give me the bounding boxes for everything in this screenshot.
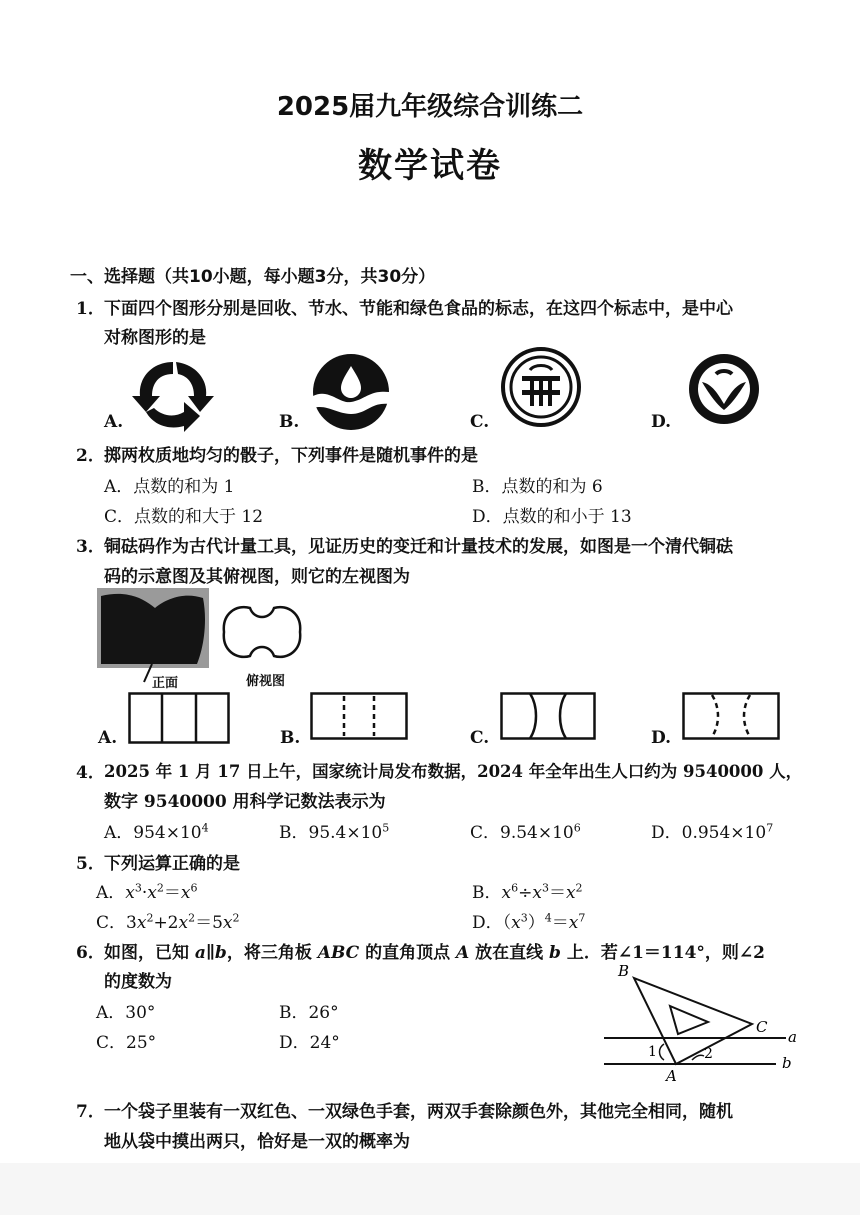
q3-option-c-label: C. [470,728,490,748]
q7-text-line2: 地从袋中摸出两只，恰好是一双的概率为 [104,1132,410,1152]
section-heading: 一、选择题（共10小题，每小题3分，共30分） [70,267,436,287]
figure-label-line-b: b [782,1054,792,1072]
q6-option-c: C．25° [96,1033,157,1053]
q2-option-d: D．点数的和小于 13 [472,507,632,527]
q1-text-line2: 对称图形的是 [104,328,206,348]
q2-option-a: A．点数的和为 1 [104,477,235,497]
q5-option-d: D．$(x^3)^4=x^7$ [472,911,586,933]
q3-text-line1: 铜砝码作为古代计量工具，见证历史的变迁和计量技术的发展，如图是一个清代铜砝 [104,537,733,557]
q2-text: 掷两枚质地均匀的骰子，下列事件是随机事件的是 [104,446,478,466]
q1-option-c-label: C. [470,412,490,432]
q4-option-a: A．$954\times 10^4$ [104,821,209,843]
q4-text-line1: 2025 年 1 月 17 日上午，国家统计局发布数据，2024 年全年出生人口约为 9540000 人， [104,762,803,781]
q5-option-a: A．$x^3\cdot x^2=x^6$ [96,881,198,903]
q3-option-a-figure [128,692,230,744]
q3-text-line2: 码的示意图及其俯视图，则它的左视图为 [104,567,410,587]
triangle-parallel-lines-figure [596,962,806,1084]
q1-number: 1． [76,299,105,319]
green-food-icon [686,352,762,426]
q7-number: 7． [76,1102,105,1122]
q6-option-d: D．24° [279,1033,340,1053]
q4-option-c: C．$9.54\times 10^6$ [470,821,581,843]
exam-subject: 数学试卷 [358,146,502,186]
bronze-weight-photo [97,588,209,668]
q5-number: 5． [76,854,105,874]
figure-label-b-vertex: B [618,962,630,980]
water-saving-icon [309,352,393,432]
q6-text-line1: 如图，已知 a∥b，将三角板 ABC 的直角顶点 A 放在直线 b 上．若∠1＝114°，则∠2 [104,943,765,963]
figure-label-a-vertex: A [666,1067,677,1084]
figure-label-c-vertex: C [756,1018,768,1036]
q2-number: 2． [76,446,105,466]
q1-option-a-label: A. [104,412,124,432]
recycle-icon [130,356,216,432]
q5-text: 下列运算正确的是 [104,854,240,874]
figure-label-line-a: a [788,1028,797,1046]
q3-number: 3． [76,537,105,557]
energy-saving-icon [500,346,582,428]
q7-text-line1: 一个袋子里装有一双红色、一双绿色手套，两双手套除颜色外，其他完全相同，随机 [104,1102,733,1122]
page-bottom-margin [0,1163,860,1215]
figure-label-angle-1: 1 [648,1044,657,1060]
q3-option-d-figure [682,692,780,740]
q6-text-line2: 的度数为 [104,972,172,992]
q4-option-d: D．$0.954\times 10^7$ [651,821,774,843]
q4-text-line2: 数字 9540000 用科学记数法表示为 [104,792,386,812]
q3-option-b-label: B. [280,728,301,748]
q6-number: 6． [76,943,105,963]
q4-number: 4． [76,763,105,783]
exam-title: 2025届九年级综合训练二 [276,92,584,122]
q6-option-a: A．30° [96,1003,156,1023]
q4-option-b: B．$95.4\times 10^5$ [279,821,390,843]
q2-option-b: B．点数的和为 6 [472,477,603,497]
top-view-label: 俯视图 [246,674,286,689]
q5-option-b: B．$x^6\div x^3=x^2$ [472,881,583,903]
q6-option-b: B．26° [279,1003,339,1023]
q5-option-c: C．$3x^2+2x^2=5x^2$ [96,911,240,933]
q3-option-c-figure [500,692,596,740]
q1-option-d-label: D. [651,412,672,432]
top-view-figure [218,600,306,664]
q1-option-b-label: B. [279,412,300,432]
q3-option-a-label: A. [98,728,118,748]
front-view-label: 正面 [152,676,179,691]
q3-option-b-figure [310,692,408,740]
q3-option-d-label: D. [651,728,672,748]
q1-text-line1: 下面四个图形分别是回收、节水、节能和绿色食品的标志，在这四个标志中，是中心 [104,299,733,319]
q2-option-c: C．点数的和大于 12 [104,507,264,527]
figure-label-angle-2: 2 [704,1046,713,1062]
